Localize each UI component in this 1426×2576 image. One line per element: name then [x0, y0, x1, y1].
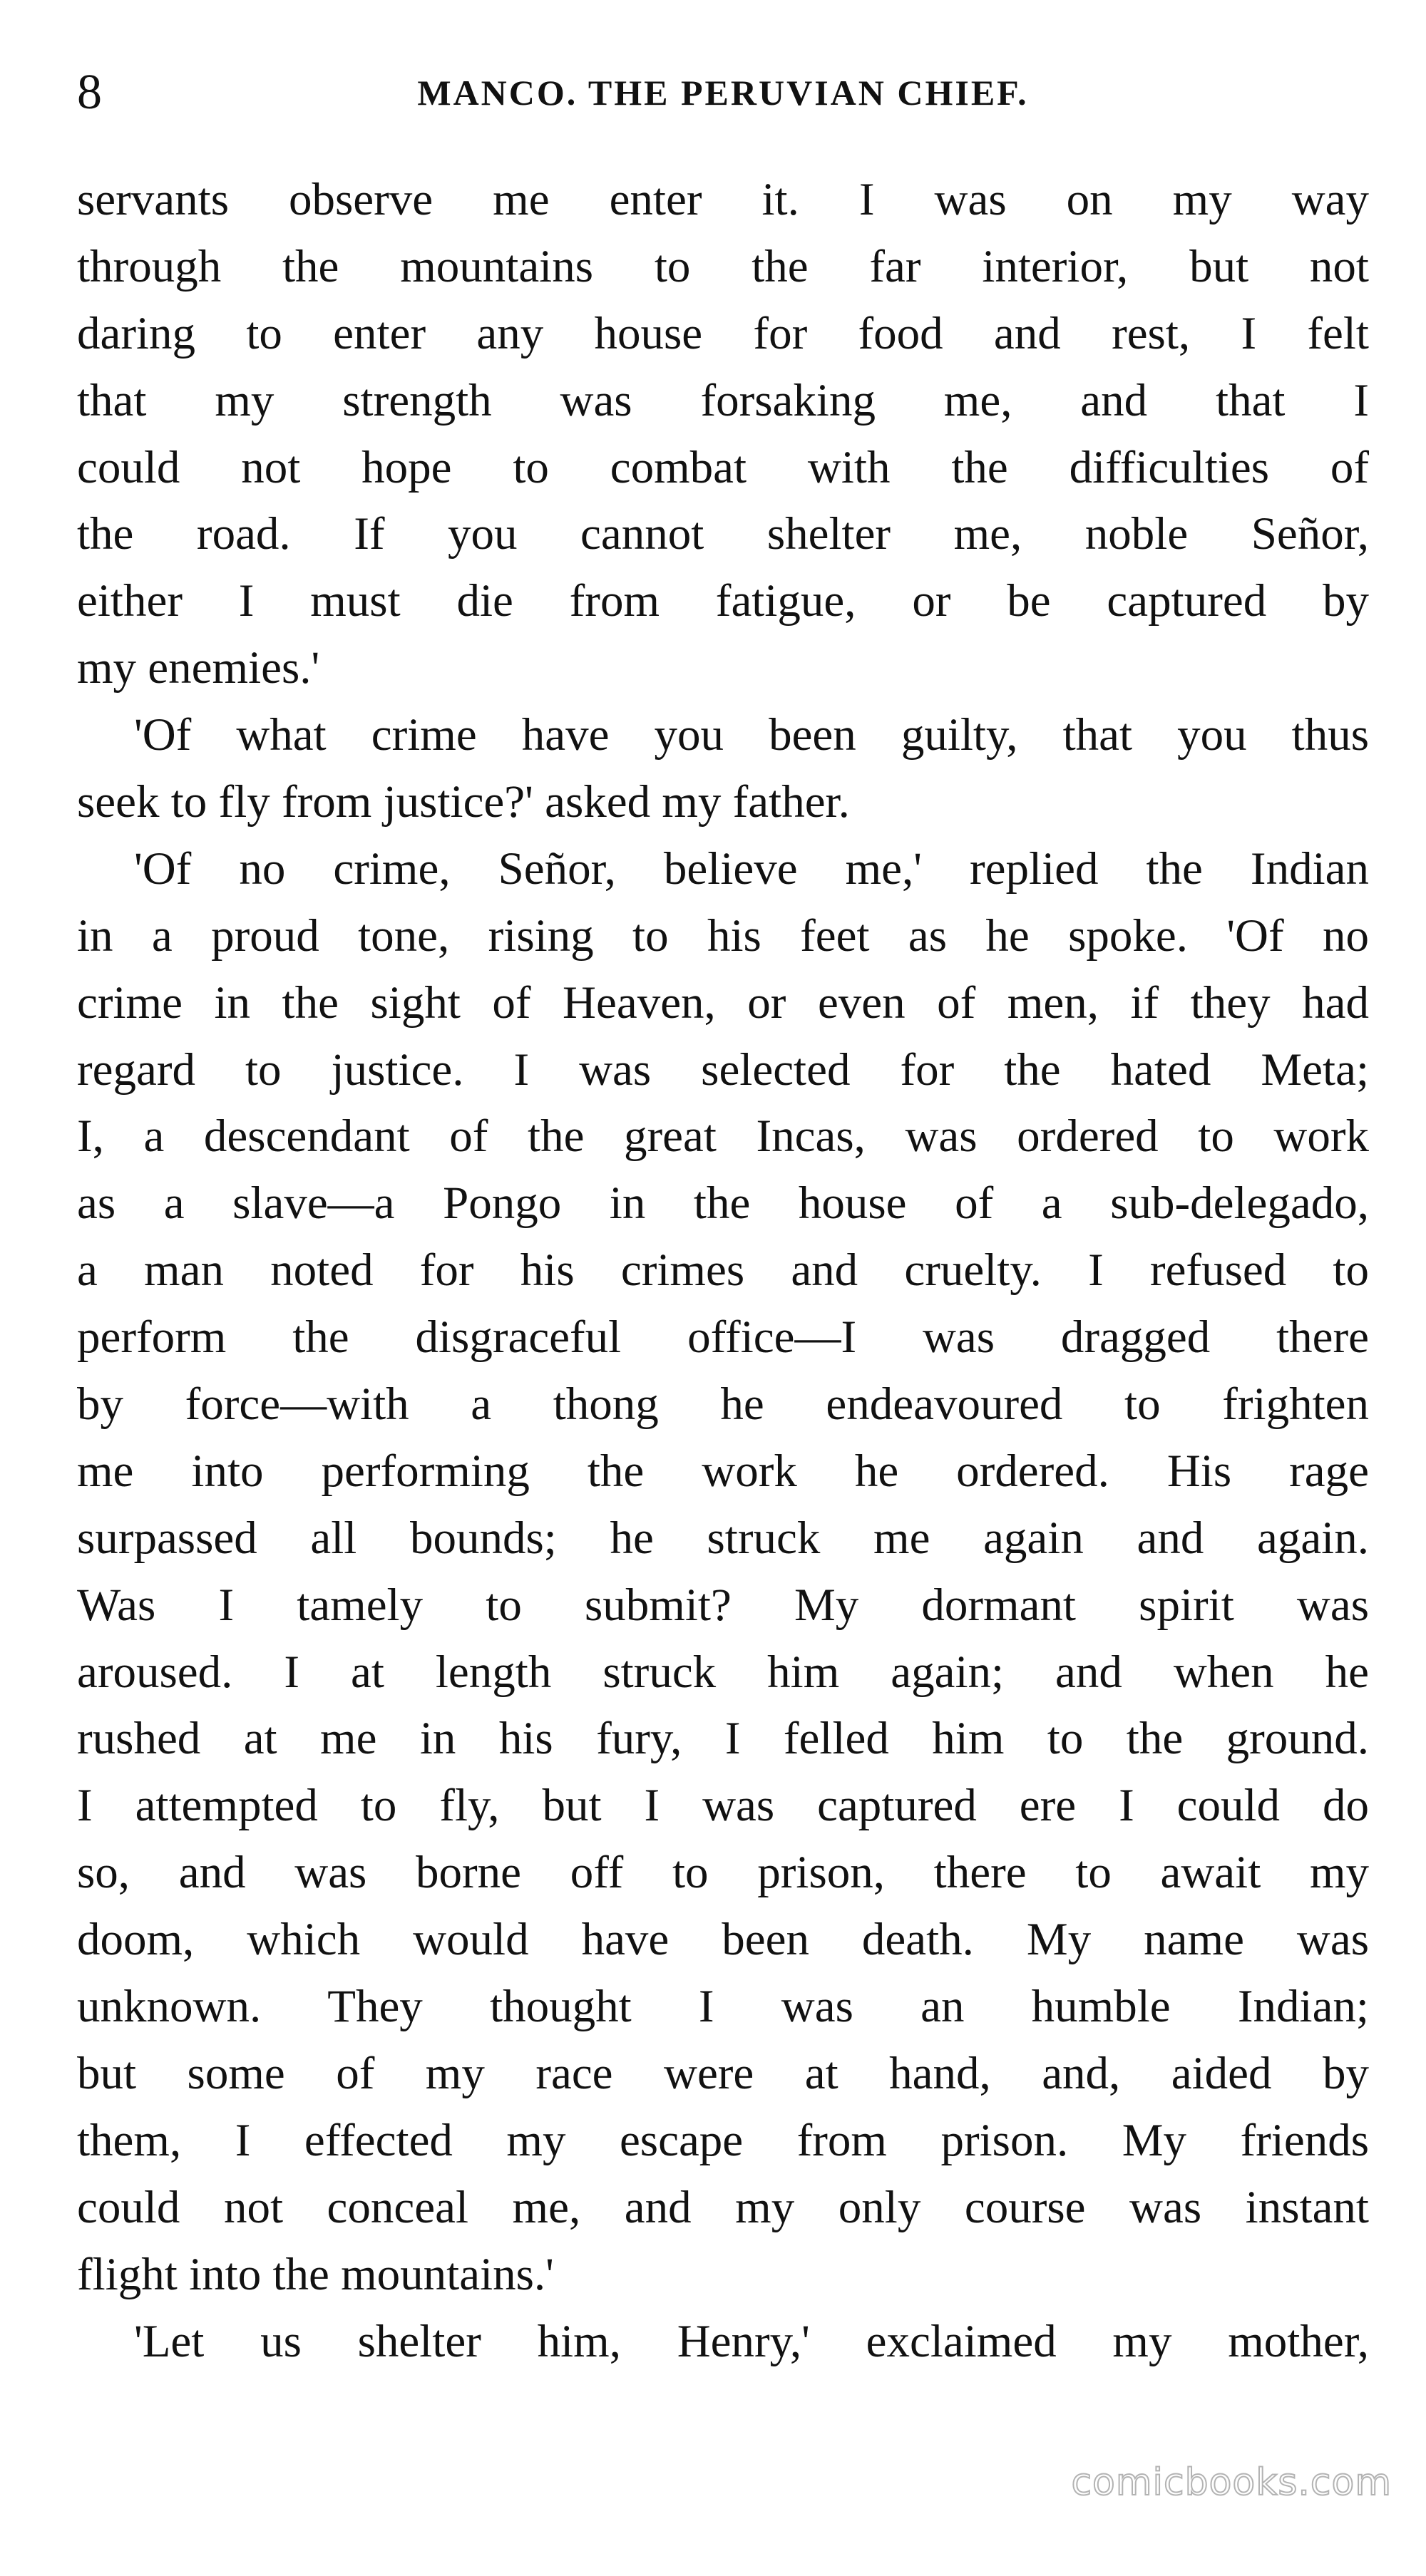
text-line: could not conceal me, and my only course was instant	[77, 2181, 1369, 2233]
text-line: doom, which would have been death. My name was	[77, 1914, 1369, 1966]
text-line: perform the disgraceful office—I was dragged there	[77, 1312, 1369, 1364]
watermark: comicbooks.com	[1071, 2461, 1392, 2504]
text-line: that my strength was forsaking me, and that I	[77, 374, 1369, 426]
text-line: 'Of no crime, Señor, believe me,' replied the Indian	[134, 843, 1369, 895]
text-line: them, I effected my escape from prison. My friends	[77, 2114, 1369, 2166]
text-line: in a proud tone, rising to his feet as he spoke. 'Of no	[77, 910, 1369, 962]
running-head: MANCO. THE PERUVIAN CHIEF.	[417, 73, 1029, 113]
text-line: 'Of what crime have you been guilty, that you thus	[134, 709, 1369, 761]
text-line: by force—with a thong he endeavoured to frighten	[77, 1379, 1369, 1431]
text-line: servants observe me enter it. I was on my way	[77, 174, 1369, 225]
text-line: regard to justice. I was selected for the hated Meta;	[77, 1044, 1369, 1096]
text-line: through the mountains to the far interior, but not	[77, 240, 1369, 292]
page-header	[77, 57, 1369, 128]
text-line: Was I tamely to submit? My dormant spirit was	[77, 1579, 1369, 1631]
text-line: the road. If you cannot shelter me, noble Señor,	[77, 508, 1369, 560]
text-line: rushed at me in his fury, I felled him to the ground.	[77, 1713, 1369, 1765]
text-line: seek to fly from justice?' asked my father.	[77, 776, 850, 828]
text-line: either I must die from fatigue, or be captured by	[77, 575, 1369, 627]
text-line: surpassed all bounds; he struck me again and again.	[77, 1512, 1369, 1564]
text-line: unknown. They thought I was an humble Indian;	[77, 1981, 1369, 2033]
text-line: crime in the sight of Heaven, or even of men, if they had	[77, 977, 1369, 1029]
text-line: I, a descendant of the great Incas, was ordered to work	[77, 1111, 1369, 1163]
text-line: daring to enter any house for food and rest, I felt	[77, 307, 1369, 359]
text-line: me into performing the work he ordered. His rage	[77, 1445, 1369, 1497]
page-number: 8	[77, 65, 102, 120]
body-text	[77, 167, 1369, 2375]
text-line: flight into the mountains.'	[77, 2248, 554, 2300]
text-line: but some of my race were at hand, and, aided by	[77, 2047, 1369, 2099]
text-line: 'Let us shelter him, Henry,' exclaimed my mother,	[134, 2315, 1369, 2367]
text-line: a man noted for his crimes and cruelty. I refused to	[77, 1245, 1369, 1297]
text-line: as a slave—a Pongo in the house of a sub-delegado,	[77, 1178, 1369, 1230]
text-line: I attempted to fly, but I was captured ere I could do	[77, 1780, 1369, 1832]
text-line: my enemies.'	[77, 642, 320, 694]
text-line: aroused. I at length struck him again; and when he	[77, 1646, 1369, 1698]
text-line: could not hope to combat with the difficulties of	[77, 441, 1369, 493]
text-line: so, and was borne off to prison, there to await my	[77, 1847, 1369, 1899]
